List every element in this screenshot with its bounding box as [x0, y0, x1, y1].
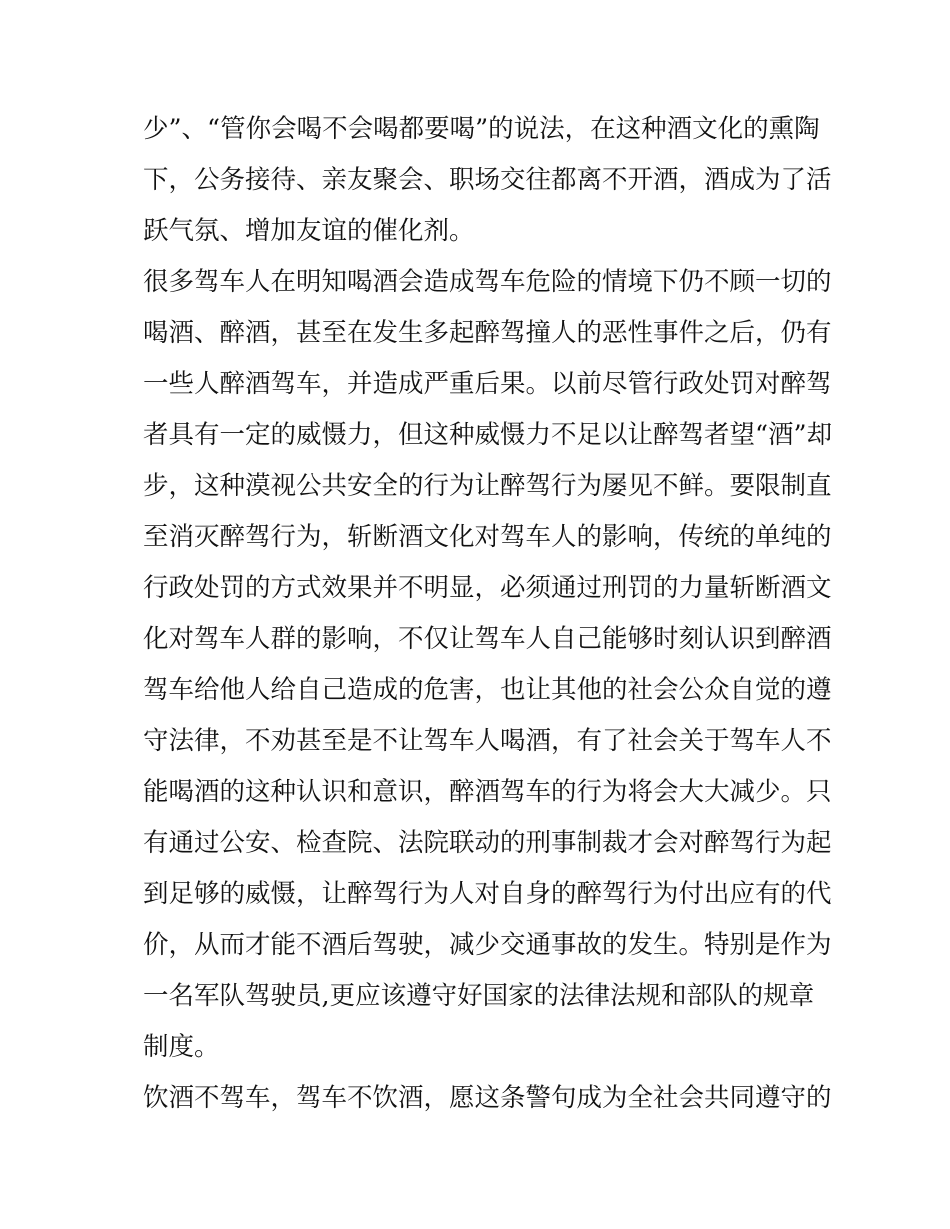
- text-line: 有通过公安、检查院、法院联动的刑事制裁才会对醉驾行为起: [143, 828, 832, 858]
- text-line: 喝酒、醉酒，甚至在发生多起醉驾撞人的恶性事件之后，仍有: [143, 318, 832, 348]
- text-line: 能喝酒的这种认识和意识，醉酒驾车的行为将会大大减少。只: [143, 777, 832, 807]
- text-line: 步，这种漠视公共安全的行为让醉驾行为屡见不鲜。要限制直: [143, 471, 832, 501]
- text-line: 价，从而才能不酒后驾驶，减少交通事故的发生。特别是作为: [143, 930, 832, 960]
- text-line: 者具有一定的威慑力，但这种威慑力不足以让醉驾者望“酒”却: [143, 420, 833, 450]
- text-line: 化对驾车人群的影响，不仅让驾车人自己能够时刻认识到醉酒: [143, 624, 832, 654]
- text-line: 一些人醉酒驾车，并造成严重后果。以前尽管行政处罚对醉驾: [143, 369, 832, 399]
- text-line: 一名军队驾驶员,更应该遵守好国家的法律法规和部队的规章: [143, 981, 815, 1011]
- text-line: 下，公务接待、亲友聚会、职场交往都离不开酒，酒成为了活: [143, 165, 832, 195]
- text-line: 守法律，不劝甚至是不让驾车人喝酒，有了社会关于驾车人不: [143, 726, 832, 756]
- text-line: 制度。: [143, 1032, 220, 1062]
- text-line: 很多驾车人在明知喝酒会造成驾车危险的情境下仍不顾一切的: [143, 267, 832, 297]
- text-line: 饮酒不驾车，驾车不饮酒，愿这条警句成为全社会共同遵守的: [143, 1083, 832, 1113]
- text-line: 至消灭醉驾行为，斩断酒文化对驾车人的影响，传统的单纯的: [143, 522, 832, 552]
- text-line: 少”、“管你会喝不会喝都要喝”的说法，在这种酒文化的熏陶: [143, 114, 820, 144]
- text-line: 跃气氛、增加友谊的催化剂。: [143, 216, 475, 246]
- text-line: 行政处罚的方式效果并不明显，必须通过刑罚的力量斩断酒文: [143, 573, 832, 603]
- text-line: 到足够的威慑，让醉驾行为人对自身的醉驾行为付出应有的代: [143, 879, 832, 909]
- text-line: 驾车给他人给自己造成的危害，也让其他的社会公众自觉的遵: [143, 675, 832, 705]
